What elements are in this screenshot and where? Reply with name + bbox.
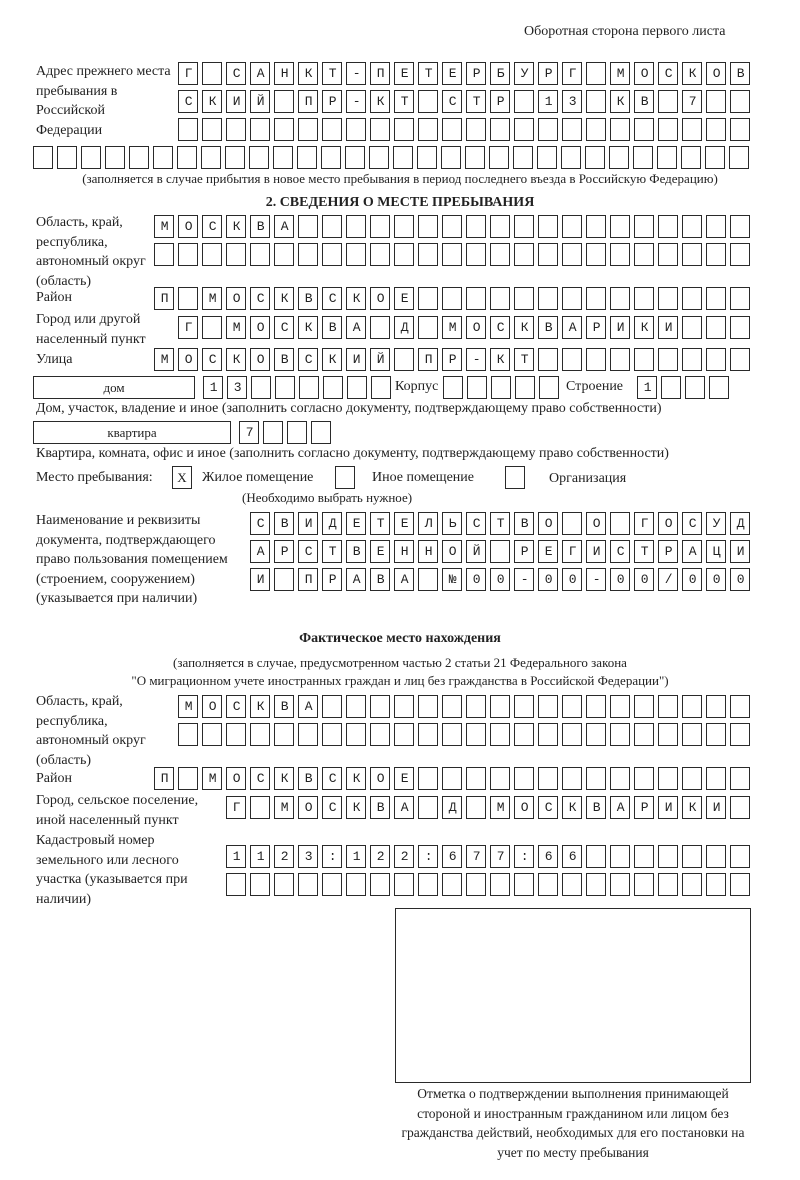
char-cell[interactable]	[490, 873, 510, 896]
char-cell[interactable]	[514, 215, 534, 238]
other-premises-checkbox[interactable]	[335, 466, 355, 489]
char-cell[interactable]	[370, 873, 390, 896]
cell-row-text: П МОСКВСКОЕ	[160, 771, 425, 786]
city-label: Город или другой населенный пункт	[36, 312, 146, 347]
char-cell[interactable]	[347, 376, 367, 399]
char-cell[interactable]	[658, 118, 678, 141]
char-cell[interactable]	[514, 118, 534, 141]
char-cell[interactable]	[706, 287, 726, 310]
char-cell[interactable]	[274, 723, 294, 746]
section-2-heading: 2. СВЕДЕНИЯ О МЕСТЕ ПРЕБЫВАНИЯ	[265, 195, 535, 210]
char-cell[interactable]	[562, 243, 582, 266]
char-cell[interactable]	[538, 873, 558, 896]
confirmation-caption: Отметка о подтверждении выполнения принимающей стороной и иностранным гражданином или лицом без гражданства действий, необходимых для его постановки на учет по месту пребывания	[401, 1086, 745, 1160]
char-cell[interactable]	[273, 146, 293, 169]
char-cell[interactable]	[418, 215, 438, 238]
street-label: Улица	[36, 352, 73, 367]
char-cell[interactable]	[706, 845, 726, 868]
char-cell[interactable]	[706, 316, 726, 339]
char-cell[interactable]	[538, 695, 558, 718]
cell-row-text	[178, 723, 185, 747]
cell-row-text: СВИДЕТЕЛЬСТВО О ГОСУД	[256, 516, 761, 531]
char-cell[interactable]	[201, 146, 221, 169]
char-cell[interactable]	[513, 146, 533, 169]
char-cell[interactable]	[298, 873, 318, 896]
char-cell[interactable]	[709, 376, 729, 399]
region-label: Область, край, республика, автономный округ (область)	[36, 215, 146, 289]
char-cell[interactable]	[466, 118, 486, 141]
char-cell[interactable]	[417, 146, 437, 169]
char-cell[interactable]	[706, 723, 726, 746]
char-cell[interactable]	[610, 873, 630, 896]
cell-row-text: Г САНКТ-ПЕТЕРБУРГ МОСКОВ	[184, 66, 761, 81]
char-cell[interactable]	[730, 845, 750, 868]
cell-row-text: 7	[245, 425, 270, 440]
char-cell[interactable]	[706, 873, 726, 896]
char-cell[interactable]	[658, 215, 678, 238]
char-cell[interactable]	[322, 215, 342, 238]
char-cell[interactable]	[298, 723, 318, 746]
char-cell[interactable]	[658, 348, 678, 371]
char-cell[interactable]	[634, 873, 654, 896]
char-cell[interactable]	[297, 146, 317, 169]
char-cell[interactable]	[346, 215, 366, 238]
options-note: (Необходимо выбрать нужное)	[242, 490, 413, 505]
char-cell[interactable]	[706, 348, 726, 371]
organization-checkbox[interactable]	[505, 466, 525, 489]
cell-row-text	[178, 118, 185, 142]
char-cell[interactable]	[346, 723, 366, 746]
char-cell[interactable]	[562, 767, 582, 790]
char-cell[interactable]	[370, 118, 390, 141]
char-cell[interactable]	[514, 287, 534, 310]
char-cell[interactable]	[634, 243, 654, 266]
char-cell[interactable]	[490, 215, 510, 238]
char-cell[interactable]	[81, 146, 101, 169]
char-cell[interactable]	[394, 118, 414, 141]
char-cell[interactable]	[298, 118, 318, 141]
char-cell[interactable]	[610, 118, 630, 141]
char-cell[interactable]	[346, 695, 366, 718]
district-label: Район	[36, 290, 72, 305]
cadastral-label: Кадастровый номер земельного или лесного участка (указывается при наличии)	[36, 833, 188, 907]
char-cell[interactable]	[586, 767, 606, 790]
char-cell[interactable]	[250, 243, 270, 266]
char-cell[interactable]	[322, 873, 342, 896]
cell-row-text: СКИЙ ПР-КТ СТР 13 КВ 7	[184, 94, 713, 109]
char-cell[interactable]	[346, 873, 366, 896]
char-cell[interactable]	[226, 243, 246, 266]
char-cell[interactable]	[370, 723, 390, 746]
char-cell[interactable]	[466, 873, 486, 896]
char-cell[interactable]	[393, 146, 413, 169]
char-cell[interactable]	[250, 118, 270, 141]
char-cell[interactable]	[706, 215, 726, 238]
cell-row-text	[226, 873, 233, 897]
building-label: Корпус	[395, 379, 439, 394]
char-cell[interactable]	[562, 215, 582, 238]
char-cell[interactable]	[394, 243, 414, 266]
char-cell[interactable]	[466, 215, 486, 238]
char-cell[interactable]	[370, 243, 390, 266]
char-cell[interactable]	[298, 243, 318, 266]
char-cell[interactable]	[442, 118, 462, 141]
actual-region-label: Область, край, республика, автономный округ (область)	[36, 694, 146, 768]
char-cell[interactable]	[490, 118, 510, 141]
cell-row-text: Г МОСКВА Д МОСКВАРИКИ	[184, 320, 689, 335]
char-cell[interactable]	[274, 873, 294, 896]
char-cell[interactable]	[467, 376, 487, 399]
char-cell[interactable]	[730, 243, 750, 266]
char-cell[interactable]	[610, 695, 630, 718]
char-cell[interactable]	[634, 767, 654, 790]
char-cell[interactable]	[275, 376, 295, 399]
char-cell[interactable]	[490, 243, 510, 266]
char-cell[interactable]	[729, 146, 749, 169]
char-cell[interactable]	[105, 146, 125, 169]
actual-location-note-1: (заполняется в случае, предусмотренном частью 2 статьи 21 Федерального закона	[173, 655, 627, 670]
char-cell[interactable]	[682, 348, 702, 371]
char-cell[interactable]	[681, 146, 701, 169]
actual-district-label: Район	[36, 771, 72, 786]
char-cell[interactable]	[730, 287, 750, 310]
char-cell[interactable]	[490, 767, 510, 790]
structure-label: Строение	[566, 379, 624, 394]
char-cell[interactable]	[610, 215, 630, 238]
char-cell[interactable]	[442, 287, 462, 310]
char-cell[interactable]	[490, 695, 510, 718]
char-cell[interactable]	[658, 845, 678, 868]
char-cell[interactable]	[418, 695, 438, 718]
char-cell[interactable]	[153, 146, 173, 169]
char-cell[interactable]	[177, 146, 197, 169]
char-cell[interactable]	[682, 243, 702, 266]
char-cell[interactable]	[538, 243, 558, 266]
char-cell[interactable]	[634, 845, 654, 868]
char-cell[interactable]	[466, 287, 486, 310]
char-cell[interactable]	[586, 695, 606, 718]
organization-option-label: Организация	[549, 471, 627, 486]
char-cell[interactable]	[441, 146, 461, 169]
char-cell[interactable]	[274, 118, 294, 141]
char-cell[interactable]	[586, 243, 606, 266]
char-cell[interactable]	[538, 287, 558, 310]
house-note: Дом, участок, владение и иное (заполнить согласно документу, подтверждающему право собственности)	[36, 401, 662, 416]
char-cell[interactable]	[730, 348, 750, 371]
char-cell[interactable]	[514, 873, 534, 896]
char-cell[interactable]	[706, 118, 726, 141]
char-cell[interactable]	[682, 215, 702, 238]
char-cell[interactable]	[442, 695, 462, 718]
char-cell[interactable]	[514, 723, 534, 746]
char-cell[interactable]	[299, 376, 319, 399]
cell-row-text: АРСТВЕННОЙ РЕГИСТРАЦИ	[256, 544, 761, 559]
char-cell[interactable]	[730, 695, 750, 718]
char-cell[interactable]	[610, 845, 630, 868]
residential-option-label: Жилое помещение	[202, 470, 314, 485]
char-cell[interactable]	[634, 118, 654, 141]
actual-city-label: Город, сельское поселение, иной населенный пункт	[36, 793, 199, 828]
char-cell[interactable]	[442, 873, 462, 896]
char-cell[interactable]	[311, 421, 331, 444]
char-cell[interactable]	[274, 243, 294, 266]
char-cell[interactable]	[346, 118, 366, 141]
char-cell[interactable]	[394, 215, 414, 238]
actual-location-heading: Фактическое место нахождения	[299, 631, 501, 646]
char-cell[interactable]	[442, 215, 462, 238]
char-cell[interactable]	[394, 873, 414, 896]
char-cell[interactable]	[538, 215, 558, 238]
prev-address-label: Адрес прежнего места пребывания в Российской Федерации	[36, 64, 171, 138]
char-cell[interactable]	[369, 146, 389, 169]
char-cell[interactable]	[371, 376, 391, 399]
char-cell[interactable]	[514, 243, 534, 266]
char-cell[interactable]	[586, 118, 606, 141]
char-cell[interactable]	[633, 146, 653, 169]
char-cell[interactable]	[418, 243, 438, 266]
char-cell[interactable]	[322, 118, 342, 141]
char-cell[interactable]	[287, 421, 307, 444]
char-cell[interactable]	[466, 695, 486, 718]
char-cell[interactable]	[202, 243, 222, 266]
char-cell[interactable]	[537, 146, 557, 169]
residential-checkbox[interactable]: X	[172, 466, 192, 489]
char-cell[interactable]	[730, 118, 750, 141]
char-cell[interactable]	[514, 767, 534, 790]
char-cell[interactable]	[394, 723, 414, 746]
char-cell[interactable]	[658, 873, 678, 896]
char-cell[interactable]	[682, 845, 702, 868]
cell-row-text	[33, 146, 40, 170]
char-cell[interactable]	[489, 146, 509, 169]
char-cell[interactable]	[225, 146, 245, 169]
char-cell[interactable]	[634, 723, 654, 746]
apartment-note: Квартира, комната, офис и иное (заполнить согласно документу, подтверждающему право собственности)	[36, 446, 669, 461]
char-cell[interactable]	[129, 146, 149, 169]
char-cell[interactable]	[538, 723, 558, 746]
char-cell[interactable]	[610, 243, 630, 266]
char-cell[interactable]	[562, 723, 582, 746]
cell-row-text: П МОСКВСКОЕ	[160, 291, 425, 306]
cell-row-text	[154, 243, 161, 267]
char-cell[interactable]	[346, 243, 366, 266]
char-cell[interactable]	[658, 287, 678, 310]
char-cell[interactable]	[538, 767, 558, 790]
char-cell[interactable]	[515, 376, 535, 399]
char-cell[interactable]	[682, 767, 702, 790]
char-cell[interactable]	[466, 723, 486, 746]
char-cell[interactable]	[323, 376, 343, 399]
char-cell[interactable]	[442, 243, 462, 266]
char-cell[interactable]	[682, 287, 702, 310]
apartment-type-field[interactable]: квартира	[33, 421, 231, 444]
char-cell[interactable]	[634, 695, 654, 718]
char-cell[interactable]	[322, 723, 342, 746]
cell-row-text: И ПРАВА №00-00-00/000	[256, 572, 761, 587]
char-cell[interactable]	[585, 146, 605, 169]
document-label: Наименование и реквизиты документа, подтверждающего право пользования помещением (строением, сооружением) (указывается при наличии)	[36, 513, 228, 606]
char-cell[interactable]	[418, 873, 438, 896]
char-cell[interactable]	[202, 723, 222, 746]
char-cell[interactable]	[562, 118, 582, 141]
char-cell[interactable]	[442, 723, 462, 746]
char-cell[interactable]	[586, 723, 606, 746]
char-cell[interactable]	[514, 695, 534, 718]
char-cell[interactable]	[226, 118, 246, 141]
cell-row-text: 1	[643, 380, 668, 395]
char-cell[interactable]	[682, 723, 702, 746]
char-cell[interactable]	[562, 695, 582, 718]
char-cell[interactable]	[706, 243, 726, 266]
char-cell[interactable]	[466, 767, 486, 790]
cell-row-text: МОСКВА	[160, 219, 305, 234]
cell-row-text: 13	[209, 380, 258, 395]
char-cell[interactable]	[539, 376, 559, 399]
char-cell[interactable]	[562, 287, 582, 310]
char-cell[interactable]	[658, 723, 678, 746]
page-side-label: Оборотная сторона первого листа	[524, 24, 726, 39]
char-cell[interactable]	[634, 287, 654, 310]
char-cell[interactable]	[610, 723, 630, 746]
char-cell[interactable]	[538, 118, 558, 141]
char-cell[interactable]	[705, 146, 725, 169]
char-cell[interactable]	[609, 146, 629, 169]
char-cell[interactable]	[250, 873, 270, 896]
place-of-stay-label: Место пребывания:	[36, 470, 153, 485]
char-cell[interactable]	[706, 695, 726, 718]
char-cell[interactable]	[490, 287, 510, 310]
char-cell[interactable]	[730, 723, 750, 746]
confirmation-stamp-box	[395, 908, 751, 1083]
char-cell[interactable]	[491, 376, 511, 399]
char-cell[interactable]	[370, 695, 390, 718]
char-cell[interactable]	[634, 215, 654, 238]
char-cell[interactable]	[730, 215, 750, 238]
char-cell[interactable]	[657, 146, 677, 169]
char-cell[interactable]	[226, 723, 246, 746]
char-cell[interactable]	[345, 146, 365, 169]
char-cell[interactable]	[658, 767, 678, 790]
char-cell[interactable]	[178, 243, 198, 266]
char-cell[interactable]	[442, 767, 462, 790]
char-cell[interactable]	[418, 723, 438, 746]
char-cell[interactable]	[466, 243, 486, 266]
cell-row-text: МОСКОВСКИЙ ПР-КТ	[160, 352, 545, 367]
actual-location-note-2: "О миграционном учете иностранных граждан и лиц без гражданства в Российской Федерации")	[131, 673, 669, 688]
char-cell[interactable]	[562, 348, 582, 371]
char-cell[interactable]	[610, 287, 630, 310]
char-cell[interactable]	[250, 723, 270, 746]
char-cell[interactable]	[610, 767, 630, 790]
char-cell[interactable]	[418, 118, 438, 141]
char-cell[interactable]	[682, 118, 702, 141]
char-cell[interactable]	[658, 695, 678, 718]
char-cell[interactable]	[490, 723, 510, 746]
char-cell[interactable]	[322, 243, 342, 266]
char-cell[interactable]	[658, 243, 678, 266]
char-cell[interactable]	[586, 348, 606, 371]
char-cell[interactable]	[730, 873, 750, 896]
char-cell[interactable]	[682, 873, 702, 896]
char-cell[interactable]	[682, 695, 702, 718]
char-cell[interactable]	[730, 767, 750, 790]
char-cell[interactable]	[706, 767, 726, 790]
char-cell[interactable]	[394, 695, 414, 718]
char-cell[interactable]	[586, 287, 606, 310]
cell-row-text: 1123:122:677:66	[232, 849, 593, 864]
char-cell[interactable]	[57, 146, 77, 169]
char-cell[interactable]	[610, 348, 630, 371]
char-cell[interactable]	[634, 348, 654, 371]
cell-row-text: МОСКВА	[184, 699, 329, 714]
char-cell[interactable]	[370, 215, 390, 238]
prev-address-note: (заполняется в случае прибытия в новое место пребывания в период последнего въезда в Российскую Федерацию)	[82, 171, 718, 186]
char-cell[interactable]	[249, 146, 269, 169]
char-cell[interactable]	[730, 90, 750, 113]
char-cell[interactable]	[561, 146, 581, 169]
char-cell[interactable]	[202, 118, 222, 141]
char-cell[interactable]	[562, 873, 582, 896]
char-cell[interactable]	[586, 215, 606, 238]
house-type-field[interactable]: дом	[33, 376, 195, 399]
cell-row-text	[443, 376, 450, 400]
char-cell[interactable]	[465, 146, 485, 169]
other-premises-option-label: Иное помещение	[372, 470, 474, 485]
char-cell[interactable]	[321, 146, 341, 169]
char-cell[interactable]	[586, 873, 606, 896]
char-cell[interactable]	[730, 316, 750, 339]
char-cell[interactable]	[685, 376, 705, 399]
cell-row-text: Г МОСКВА Д МОСКВАРИКИ	[232, 800, 737, 815]
